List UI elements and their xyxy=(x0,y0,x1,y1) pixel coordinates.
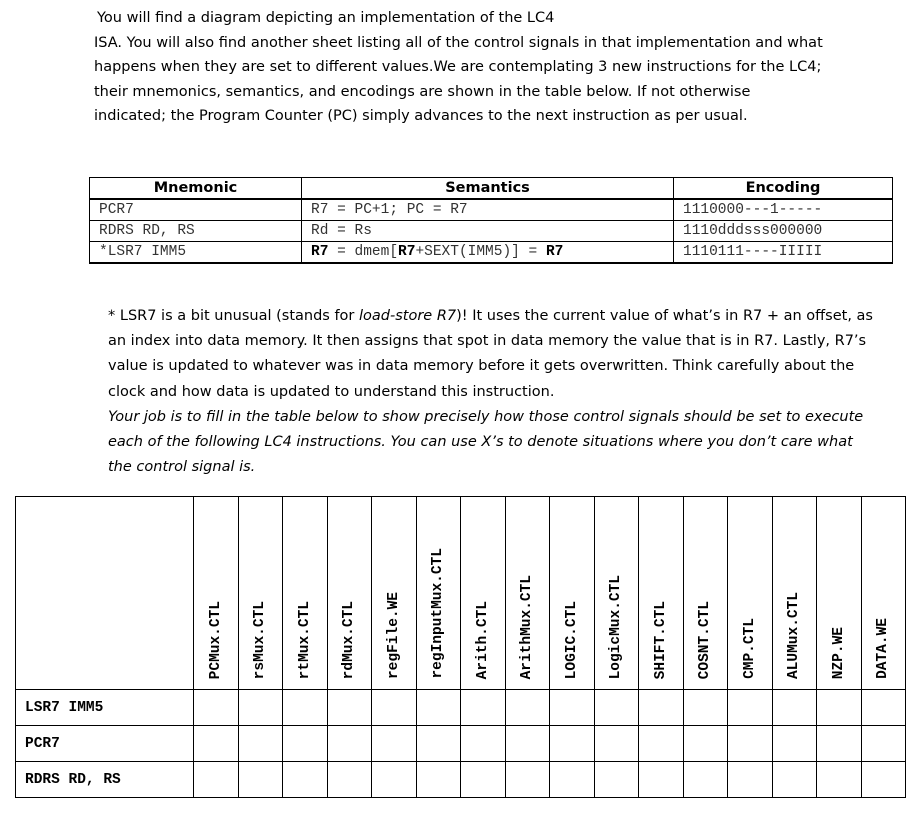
signal-cell[interactable] xyxy=(639,762,684,798)
signal-header: ArithMux.CTL xyxy=(505,497,550,690)
signal-cell[interactable] xyxy=(772,726,817,762)
signal-cell[interactable] xyxy=(683,726,728,762)
instruction-label: RDRS RD, RS xyxy=(16,762,194,798)
signal-cell[interactable] xyxy=(861,690,906,726)
mnemonic-cell: RDRS RD, RS xyxy=(90,221,302,242)
signal-cell[interactable] xyxy=(238,690,283,726)
header-semantics: Semantics xyxy=(302,178,674,200)
signal-header: DATA.WE xyxy=(861,497,906,690)
signal-header: rsMux.CTL xyxy=(238,497,283,690)
table-row xyxy=(16,762,906,798)
instruction-label: PCR7 xyxy=(16,726,194,762)
table-row xyxy=(16,690,906,726)
note-line: value is updated to whatever was in data memory before it gets overwritten. Think carefully about the xyxy=(108,358,855,375)
signal-header: regInputMux.CTL xyxy=(416,497,461,690)
signal-cell[interactable] xyxy=(461,762,506,798)
note-line: * LSR7 is a bit unusual (stands for load-store R7)! It uses the current value of what’s in R7 + an offset, as xyxy=(108,308,873,324)
signal-cell[interactable] xyxy=(550,762,595,798)
signal-cell[interactable] xyxy=(416,690,461,726)
intro-line: ISA. You will also find another sheet listing all of the control signals in that implementation and what xyxy=(94,34,823,51)
header-mnemonic: Mnemonic xyxy=(90,178,302,200)
signal-cell[interactable] xyxy=(594,690,639,726)
semantics-cell: R7 = dmem[R7+SEXT(IMM5)] = R7 xyxy=(302,242,674,264)
signal-cell[interactable] xyxy=(194,726,239,762)
note-line: an index into data memory. It then assigns that spot in data memory the value that is in R7. Lastly, R7’s xyxy=(108,333,867,350)
control-signal-table xyxy=(15,496,906,798)
signal-header: regFile.WE xyxy=(372,497,417,690)
instructions-line: the control signal is. xyxy=(108,459,256,476)
signal-header: LOGIC.CTL xyxy=(550,497,595,690)
table-row xyxy=(16,726,906,762)
isa-instruction-table xyxy=(89,177,893,264)
signal-cell[interactable] xyxy=(416,726,461,762)
mnemonic-cell: *LSR7 IMM5 xyxy=(90,242,302,264)
corner-cell xyxy=(16,497,194,690)
signal-cell[interactable] xyxy=(728,690,773,726)
signal-cell[interactable] xyxy=(372,762,417,798)
encoding-cell: 1110000---1----- xyxy=(674,199,893,221)
signal-header: PCMux.CTL xyxy=(194,497,239,690)
signal-cell[interactable] xyxy=(283,690,328,726)
table-row xyxy=(90,221,893,242)
signal-cell[interactable] xyxy=(683,690,728,726)
intro-line: happens when they are set to different values.We are contemplating 3 new instructions for the LC4; xyxy=(94,59,822,76)
signal-header: Arith.CTL xyxy=(461,497,506,690)
semantics-cell: R7 = PC+1; PC = R7 xyxy=(302,199,674,221)
signal-cell[interactable] xyxy=(372,726,417,762)
signal-header: LogicMux.CTL xyxy=(594,497,639,690)
signal-cell[interactable] xyxy=(817,690,862,726)
instructions-line: each of the following LC4 instructions. You can use X’s to denote situations where you don’t care what xyxy=(108,434,853,451)
signal-header: COSNT.CTL xyxy=(683,497,728,690)
header-encoding: Encoding xyxy=(674,178,893,200)
signal-cell[interactable] xyxy=(639,690,684,726)
signal-cell[interactable] xyxy=(194,690,239,726)
signal-cell[interactable] xyxy=(550,726,595,762)
signal-cell[interactable] xyxy=(861,726,906,762)
signal-cell[interactable] xyxy=(461,726,506,762)
signal-cell[interactable] xyxy=(817,726,862,762)
signal-cell[interactable] xyxy=(550,690,595,726)
instructions-line: Your job is to fill in the table below to show precisely how those control signals should be set to execute xyxy=(108,408,864,425)
signal-cell[interactable] xyxy=(505,726,550,762)
signal-header: NZP.WE xyxy=(817,497,862,690)
signal-cell[interactable] xyxy=(238,762,283,798)
signal-cell[interactable] xyxy=(372,690,417,726)
signal-cell[interactable] xyxy=(327,690,372,726)
intro-line: their mnemonics, semantics, and encodings are shown in the table below. If not otherwise xyxy=(94,83,751,100)
signal-cell[interactable] xyxy=(772,762,817,798)
signal-header: rdMux.CTL xyxy=(327,497,372,690)
signal-cell[interactable] xyxy=(683,762,728,798)
signal-cell[interactable] xyxy=(327,762,372,798)
signal-cell[interactable] xyxy=(594,726,639,762)
signal-cell[interactable] xyxy=(283,762,328,798)
signal-cell[interactable] xyxy=(461,690,506,726)
intro-line: You will find a diagram depicting an implementation of the LC4 xyxy=(97,10,555,26)
signal-cell[interactable] xyxy=(505,762,550,798)
signal-header: SHIFT.CTL xyxy=(639,497,684,690)
signal-cell[interactable] xyxy=(594,762,639,798)
table-row xyxy=(90,242,893,264)
signal-cell[interactable] xyxy=(283,726,328,762)
signal-cell[interactable] xyxy=(861,762,906,798)
signal-cell[interactable] xyxy=(327,726,372,762)
signal-cell[interactable] xyxy=(817,762,862,798)
signal-header-row xyxy=(16,497,906,690)
signal-cell[interactable] xyxy=(728,726,773,762)
signal-header: ALUMux.CTL xyxy=(772,497,817,690)
signal-cell[interactable] xyxy=(416,762,461,798)
signal-header: rtMux.CTL xyxy=(283,497,328,690)
semantics-cell: Rd = Rs xyxy=(302,221,674,242)
signal-cell[interactable] xyxy=(238,726,283,762)
encoding-cell: 1110111----IIIII xyxy=(674,242,893,264)
signal-cell[interactable] xyxy=(505,690,550,726)
instruction-label: LSR7 IMM5 xyxy=(16,690,194,726)
encoding-cell: 1110dddsss000000 xyxy=(674,221,893,242)
signal-header: CMP.CTL xyxy=(728,497,773,690)
intro-paragraph xyxy=(94,6,823,129)
signal-cell[interactable] xyxy=(194,762,239,798)
table-row xyxy=(90,199,893,221)
signal-cell[interactable] xyxy=(639,726,684,762)
note-line: clock and how data is updated to understand this instruction. xyxy=(108,383,555,400)
signal-cell[interactable] xyxy=(772,690,817,726)
mnemonic-cell: PCR7 xyxy=(90,199,302,221)
note-paragraph xyxy=(108,304,873,480)
signal-cell[interactable] xyxy=(728,762,773,798)
intro-line: indicated; the Program Counter (PC) simply advances to the next instruction as per usual. xyxy=(94,108,748,125)
